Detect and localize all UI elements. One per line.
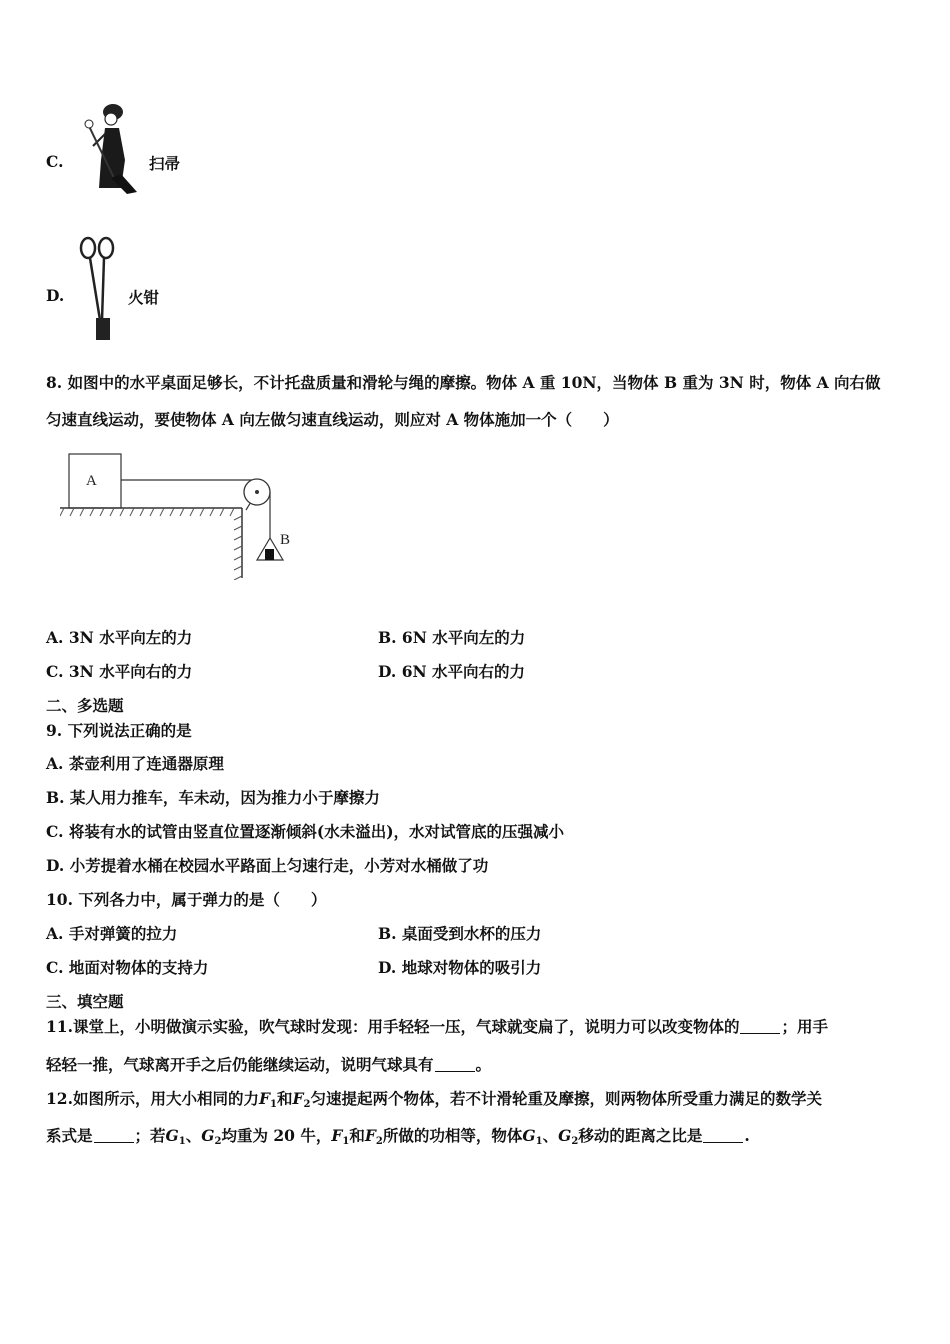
fill-blank[interactable] xyxy=(94,1127,134,1144)
block-a-label: A xyxy=(86,473,97,489)
q8-option-c: C. 3N 水平向右的力 xyxy=(46,662,193,681)
q8-option-b: B. 6N 水平向左的力 xyxy=(378,628,526,647)
q12-line1: 12.如图所示，用大小相同的力$F_1$和$F_2$匀速提起两个物体，若不计滑轮重及摩擦，则两物体所受重力满足的数学关 xyxy=(46,1089,822,1110)
q10-option-a: A. 手对弹簧的拉力 xyxy=(46,924,178,943)
fill-blank[interactable] xyxy=(703,1127,743,1144)
fill-blank[interactable] xyxy=(740,1018,780,1035)
q11-line1: 11.课堂上，小明做演示实验，吹气球时发现：用手轻轻一压，气球就变扁了，说明力可以改变物体的 ；用手 xyxy=(46,1017,828,1036)
q8-option-a: A. 3N 水平向左的力 xyxy=(46,628,193,647)
section-3-title: 三、填空题 xyxy=(46,992,124,1011)
q10-option-d: D. 地球对物体的吸引力 xyxy=(378,958,542,977)
q8-pulley-figure xyxy=(60,450,300,580)
block-b-label: B xyxy=(280,532,291,548)
q9-stem: 9. 下列说法正确的是 xyxy=(46,721,192,740)
q7-option-d-label: D. xyxy=(46,286,65,305)
fill-blank[interactable] xyxy=(435,1056,475,1073)
fire-tongs-icon xyxy=(76,236,120,344)
q7-option-c-label: C. xyxy=(46,152,64,171)
q10-stem: 10. 下列各力中，属于弹力的是（ ） xyxy=(46,890,327,909)
q8-stem-line1 xyxy=(46,371,881,393)
q8-stem-line2: 匀速直线运动，要使物体 A 向左做匀速直线运动，则应对 A 物体施加一个（ ） xyxy=(46,410,619,429)
section-2-title: 二、多选题 xyxy=(46,696,124,715)
q8-number: 8. xyxy=(46,373,63,392)
q10-option-b: B. 桌面受到水杯的压力 xyxy=(378,924,542,943)
q9-option-d: D. 小芳提着水桶在校园水平路面上匀速行走，小芳对水桶做了功 xyxy=(46,856,489,875)
q9-option-a: A. 茶壶利用了连通器原理 xyxy=(46,754,224,773)
q11-line2: 轻轻一推，气球离开手之后仍能继续运动，说明气球具有 。 xyxy=(46,1055,492,1074)
q7-option-c-text: 扫帚 xyxy=(149,154,181,173)
q10-option-c: C. 地面对物体的支持力 xyxy=(46,958,209,977)
q8-line1: 如图中的水平桌面足够长，不计托盘质量和滑轮与绳的摩擦。物体 A 重 10N，当物体 B 重为 3N 时，物体 A 向右做 xyxy=(67,373,881,392)
q8-option-d: D. 6N 水平向右的力 xyxy=(378,662,526,681)
q9-option-b: B. 某人用力推车，车未动，因为推力小于摩擦力 xyxy=(46,788,380,807)
q7-option-d-text: 火钳 xyxy=(128,288,160,307)
broom-sweeping-figure-icon xyxy=(75,100,145,196)
q9-option-c: C. 将装有水的试管由竖直位置逐渐倾斜(水未溢出)，水对试管底的压强减小 xyxy=(46,822,565,841)
q12-line2: 系式是 ；若$G_1$、$G_2$均重为 20 牛，$F_1$和$F_2$所做的功相等，物体$G_1$、$G_2$移动的距离之比是 . xyxy=(46,1126,750,1147)
